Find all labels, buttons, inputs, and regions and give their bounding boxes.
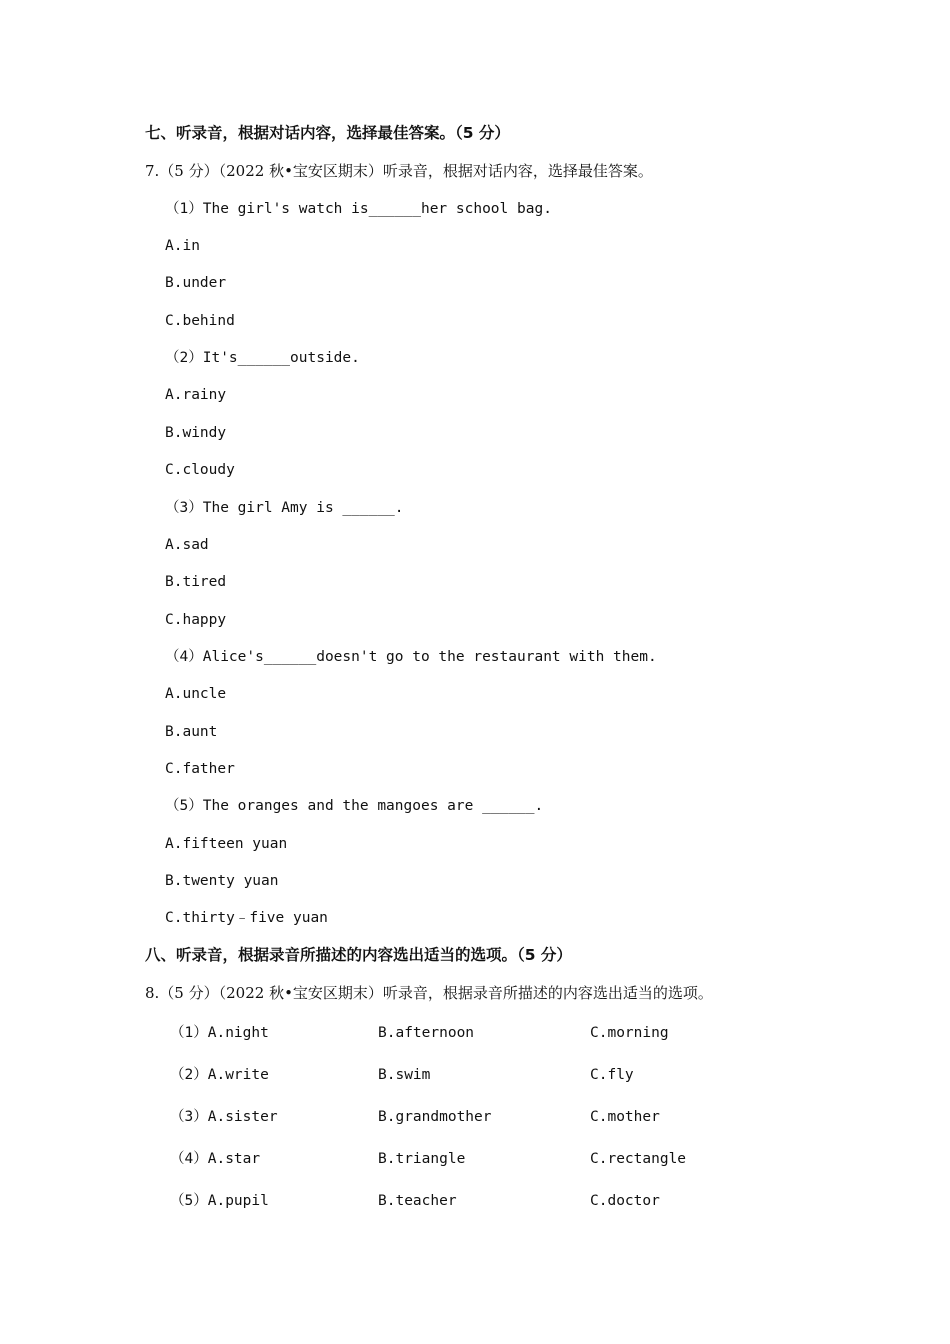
q7-item-2-option-c: C.cloudy: [165, 462, 235, 478]
q8-row-4-option-b: B.triangle: [378, 1151, 466, 1167]
q7-item-4-option-c: C.father: [165, 761, 235, 777]
q8-row-4-option-a: （4）A.star: [170, 1151, 261, 1167]
q7-item-3-option-b: B.tired: [165, 574, 227, 590]
section-7-heading: 七、听录音，根据对话内容，选择最佳答案。（5 分）: [145, 124, 510, 142]
q7-item-4-prompt: （4）Alice's______doesn't go to the restaurant with them.: [165, 649, 657, 665]
q7-item-2-option-a: A.rainy: [165, 387, 227, 403]
q8-row-5-option-a: （5）A.pupil: [170, 1193, 269, 1209]
q8-row-2-option-b: B.swim: [378, 1067, 431, 1083]
q7-item-2-prompt: （2）It's______outside.: [165, 350, 360, 366]
q8-row-5-option-c: C.doctor: [590, 1193, 660, 1209]
q7-item-1-option-b: B.under: [165, 275, 227, 291]
q7-item-5-option-c: C.thirty﹣five yuan: [165, 910, 328, 926]
q7-item-3-option-a: A.sad: [165, 537, 209, 553]
q7-item-1-option-a: A.in: [165, 238, 200, 254]
q7-item-3-option-c: C.happy: [165, 612, 227, 628]
q7-item-5-option-a: A.fifteen yuan: [165, 836, 288, 852]
q8-row-3-option-a: （3）A.sister: [170, 1109, 278, 1125]
question-8-stem: 8.（5 分）（2022 秋•宝安区期末）听录音，根据录音所描述的内容选出适当的选项。: [145, 984, 713, 1002]
q7-item-1-prompt: （1）The girl's watch is______her school bag.: [165, 201, 552, 217]
q8-row-1-option-a: （1）A.night: [170, 1025, 269, 1041]
q8-row-3-option-c: C.mother: [590, 1109, 660, 1125]
q7-item-3-prompt: （3）The girl Amy is ______.: [165, 500, 404, 516]
q7-item-4-option-b: B.aunt: [165, 724, 218, 740]
q8-row-2-option-c: C.fly: [590, 1067, 634, 1083]
q8-row-1-option-c: C.morning: [590, 1025, 669, 1041]
q7-item-1-option-c: C.behind: [165, 313, 235, 329]
q7-item-5-prompt: （5）The oranges and the mangoes are ______.: [165, 798, 544, 814]
q8-row-2-option-a: （2）A.write: [170, 1067, 269, 1083]
q8-row-4-option-c: C.rectangle: [590, 1151, 687, 1167]
q8-row-3-option-b: B.grandmother: [378, 1109, 492, 1125]
q7-item-2-option-b: B.windy: [165, 425, 227, 441]
q8-row-1-option-b: B.afternoon: [378, 1025, 475, 1041]
section-8-heading: 八、听录音，根据录音所描述的内容选出适当的选项。（5 分）: [145, 946, 572, 964]
q8-row-5-option-b: B.teacher: [378, 1193, 457, 1209]
question-7-stem: 7.（5 分）（2022 秋•宝安区期末）听录音，根据对话内容，选择最佳答案。: [145, 162, 653, 180]
q7-item-5-option-b: B.twenty yuan: [165, 873, 279, 889]
q7-item-4-option-a: A.uncle: [165, 686, 227, 702]
